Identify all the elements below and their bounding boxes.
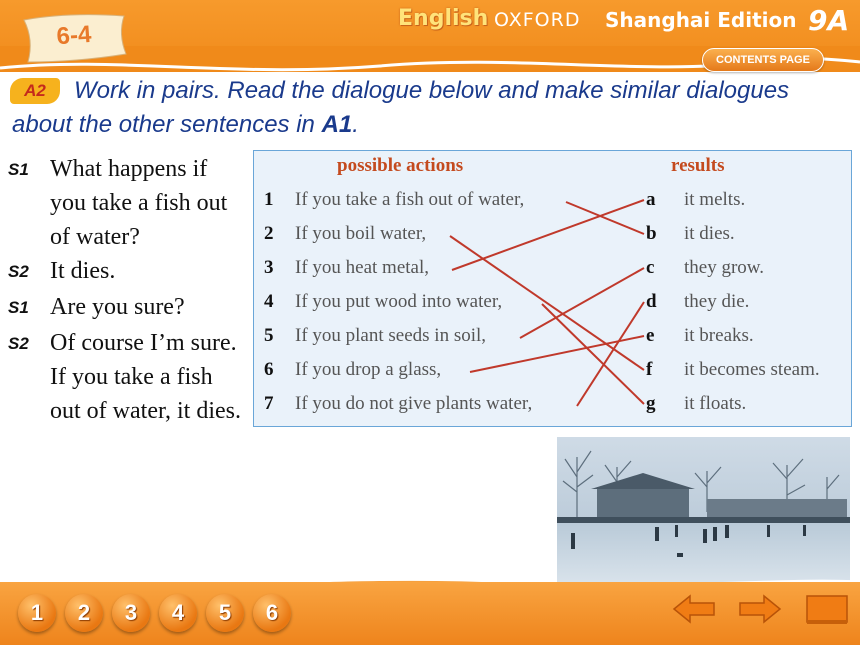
row-result: it becomes steam. — [684, 359, 820, 380]
match-line — [566, 202, 644, 234]
contents-page-button[interactable]: CONTENTS PAGE — [702, 48, 824, 72]
unit-number: 6-4 — [55, 20, 93, 51]
menu-icon — [807, 596, 847, 624]
page-button-4[interactable]: 4 — [159, 594, 197, 632]
row-letter: d — [646, 291, 657, 312]
match-line — [577, 302, 644, 406]
row-letter: e — [646, 325, 655, 346]
speaker-label: S2 — [8, 334, 29, 353]
results-header: results — [671, 155, 725, 176]
arrow-left-icon — [674, 596, 714, 622]
menu-button[interactable] — [805, 594, 849, 626]
row-number: 4 — [264, 291, 274, 312]
speaker-label: S1 — [8, 298, 29, 317]
unit-tag — [18, 10, 130, 66]
matching-table — [253, 150, 852, 427]
page-button-1[interactable]: 1 — [18, 594, 56, 632]
dialogue-line — [8, 254, 248, 290]
row-number: 3 — [264, 257, 274, 278]
row-result: it floats. — [684, 393, 747, 414]
row-action: If you do not give plants water, — [295, 393, 533, 414]
prev-page-button[interactable] — [672, 594, 716, 624]
row-result: it melts. — [684, 189, 746, 210]
dialogue — [8, 152, 248, 428]
row-action: If you plant seeds in soil, — [295, 325, 487, 346]
row-letter: f — [646, 359, 653, 380]
page-button-5[interactable]: 5 — [206, 594, 244, 632]
row-number: 1 — [264, 189, 274, 210]
page-button-2[interactable]: 2 — [65, 594, 103, 632]
next-page-button[interactable] — [738, 594, 782, 624]
brand-edition: Shanghai Edition — [605, 8, 797, 32]
speaker-label: S1 — [8, 160, 29, 179]
row-action: If you drop a glass, — [295, 359, 442, 380]
row-result: it breaks. — [684, 325, 754, 346]
dialogue-line — [8, 152, 248, 254]
dialogue-line — [8, 290, 248, 326]
grade-label: 9A — [808, 4, 850, 37]
match-lines — [254, 151, 851, 426]
dialogue-line — [8, 326, 248, 428]
row-result: it dies. — [684, 223, 735, 244]
page-button-3[interactable]: 3 — [112, 594, 150, 632]
row-result: they grow. — [684, 257, 765, 278]
brand-oxford: OXFORD — [494, 9, 581, 31]
task-text: Work in pairs. Read the dialogue below and make similar dialogues about the other sentences in — [12, 77, 790, 138]
speaker-label: S2 — [8, 262, 29, 281]
row-result: they die. — [684, 291, 750, 312]
task-ref: A1 — [321, 111, 353, 138]
row-letter: g — [646, 393, 656, 414]
row-number: 5 — [264, 325, 274, 346]
brand-english: English — [398, 6, 489, 31]
row-action: If you take a fish out of water, — [295, 189, 525, 210]
dialogue-text: Of course I’m sure. If you take a fish out of water, it dies. — [50, 330, 241, 424]
row-letter: b — [646, 223, 657, 244]
dialogue-text: What happens if you take a fish out of water? — [50, 156, 228, 250]
match-line — [450, 236, 644, 370]
page-button-6[interactable]: 6 — [253, 594, 291, 632]
row-number: 2 — [264, 223, 274, 244]
task-instruction — [12, 74, 847, 142]
dialogue-text: It dies. — [50, 258, 116, 284]
actions-header: possible actions — [337, 155, 464, 176]
match-line — [452, 200, 644, 270]
row-number: 6 — [264, 359, 274, 380]
row-action: If you heat metal, — [295, 257, 430, 278]
row-action: If you boil water, — [295, 223, 427, 244]
arrow-right-icon — [740, 596, 780, 622]
row-letter: c — [646, 257, 655, 278]
task-badge: A2 — [10, 78, 60, 104]
row-action: If you put wood into water, — [295, 291, 503, 312]
row-letter: a — [646, 189, 656, 210]
dialogue-text: Are you sure? — [50, 294, 185, 320]
row-number: 7 — [264, 393, 274, 414]
task-end: . — [352, 111, 359, 138]
